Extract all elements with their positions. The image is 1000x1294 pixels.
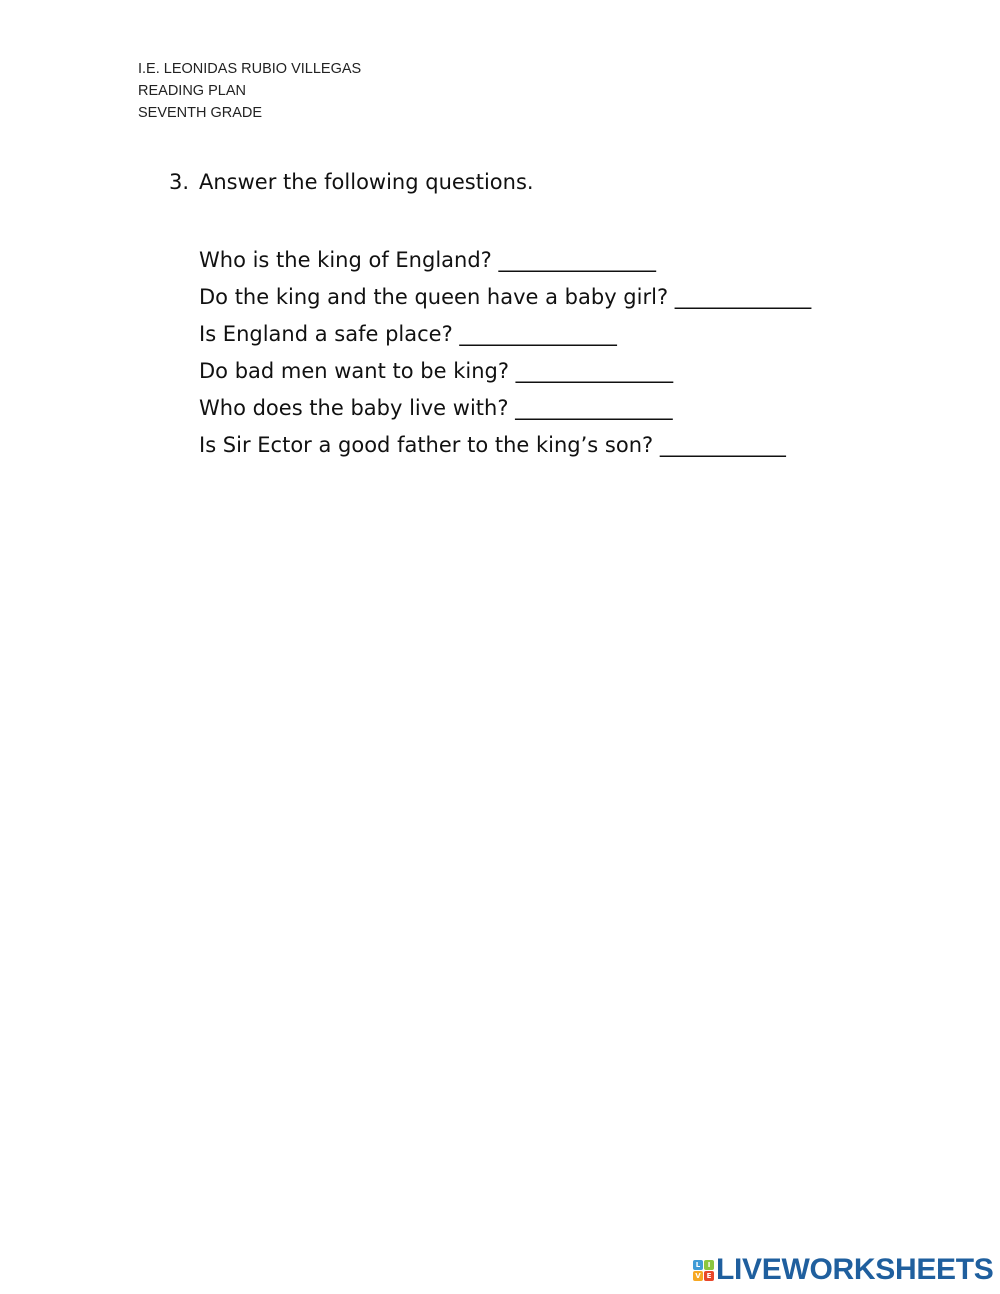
section-title: Answer the following questions. bbox=[199, 170, 534, 194]
question-item: Is England a safe place? _______________ bbox=[199, 322, 617, 346]
logo-text: LIVEWORKSHEETS bbox=[716, 1253, 994, 1286]
school-name: I.E. LEONIDAS RUBIO VILLEGAS bbox=[138, 61, 362, 77]
question-item: Who is the king of England? _______________ bbox=[199, 248, 656, 272]
section-number: 3. bbox=[169, 170, 190, 194]
logo-mark-letter: L bbox=[693, 1260, 703, 1270]
question-item: Do the king and the queen have a baby girl? _____________ bbox=[199, 285, 812, 309]
logo-mark-icon bbox=[693, 1260, 714, 1281]
logo-mark-letter: V bbox=[693, 1271, 703, 1281]
question-item: Is Sir Ector a good father to the king’s son? ____________ bbox=[199, 433, 786, 457]
grade-level: SEVENTH GRADE bbox=[138, 105, 263, 121]
logo-mark-letter: I bbox=[704, 1260, 714, 1270]
section-heading bbox=[169, 170, 534, 194]
document-header bbox=[138, 58, 361, 124]
logo-mark-letter: E bbox=[704, 1271, 714, 1281]
liveworksheets-logo bbox=[693, 1253, 994, 1287]
question-list bbox=[199, 243, 811, 465]
question-item: Who does the baby live with? _______________ bbox=[199, 396, 673, 420]
subject-name: READING PLAN bbox=[138, 83, 246, 99]
question-item: Do bad men want to be king? _______________ bbox=[199, 359, 674, 383]
